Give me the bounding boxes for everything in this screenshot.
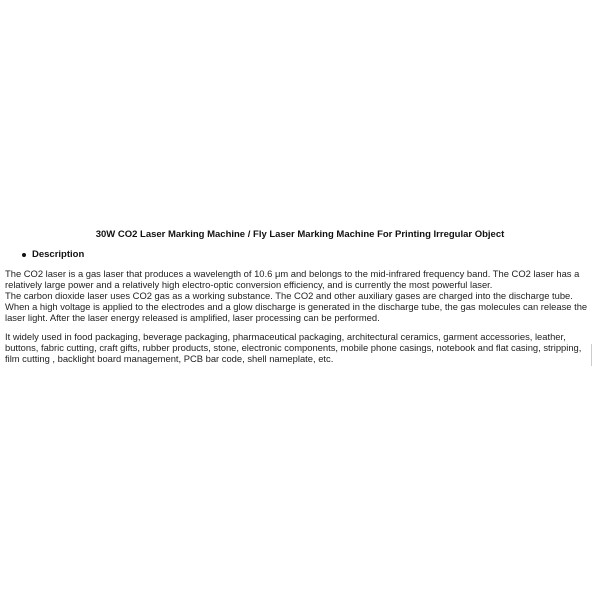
scroll-edge-divider	[591, 344, 592, 366]
paragraph-co2-laser-intro: The CO2 laser is a gas laser that produces a wavelength of 10.6 μm and belongs to the mid-infrared frequency band. The CO2 laser has a relatively large power and a relatively high electro-optic conversion efficiency, and is currently the most powerful laser.	[5, 268, 580, 290]
document-title: 30W CO2 Laser Marking Machine / Fly Laser Marking Machine For Printing Irregular Object	[95, 229, 505, 240]
section-heading-list	[20, 249, 84, 261]
paragraph-applications: It widely used in food packaging, beverage packaging, pharmaceutical packaging, architectural ceramics, garment accessories, leather, buttons, fabric cutting, craft gifts, rubber products, stone, electronic components, mobile phone casings, notebook and flat casing, stripping, film cutting , backlight board management, PCB bar code, shell nameplate, etc.	[5, 331, 582, 364]
paragraph-working-principle: The carbon dioxide laser uses CO2 gas as a working substance. The CO2 and other auxiliary gases are charged into the discharge tube. When a high voltage is applied to the electrodes and a glow discharge is generated in the discharge tube, the gas molecules can release the laser light. After the laser energy released is amplified, laser processing can be performed.	[5, 290, 588, 323]
section-heading-description: Description	[32, 249, 85, 260]
